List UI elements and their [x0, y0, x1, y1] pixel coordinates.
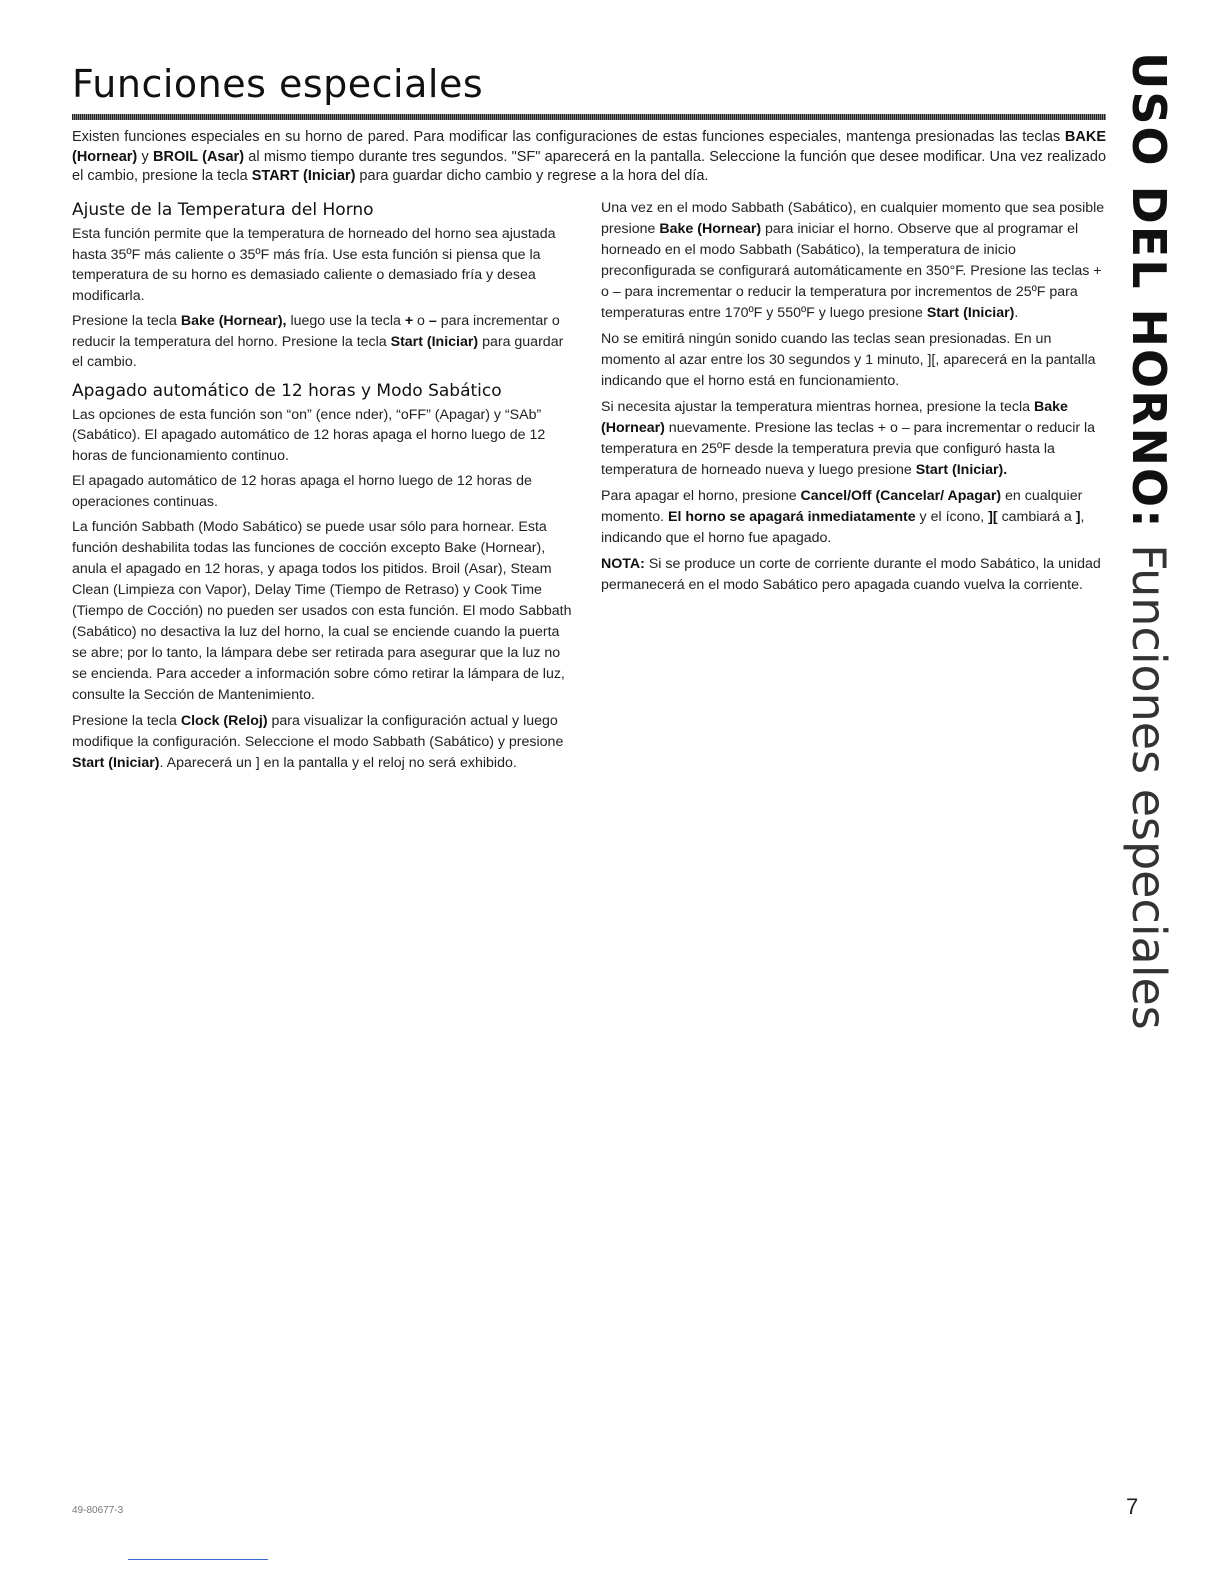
bold-term: NOTA: — [601, 556, 645, 572]
left-column — [72, 198, 577, 779]
bold-term: Cancel/Off (Cancelar/ Apagar) — [800, 488, 1002, 504]
section-heading-temperature: Ajuste de la Temperatura del Horno — [72, 200, 374, 220]
bold-term: El horno se apagará inmediatamente — [668, 509, 916, 525]
paragraph: Si necesita ajustar la temperatura mientras hornea, presione la tecla Bake (Hornear) nuevamente. Presione las teclas + o – para incrementar o reducir la temperatura en 25ºF desde la temperatura previa que configuró hasta la temperatura de horneado nueva y luego presione Start (Iniciar). — [601, 399, 1096, 478]
paragraph: Presione la tecla Bake (Hornear), luego use la tecla + o – para incrementar o reducir la temperatura del horno. Presione la tecla Start (Iniciar) para guardar el cambio. — [72, 313, 564, 370]
bold-term: Clock (Reloj) — [180, 713, 268, 729]
note-paragraph: NOTA: Si se produce un corte de corriente durante el modo Sabático, la unidad permanecerá en el modo Sabático pero apagada cuando vuelva la corriente. — [601, 556, 1101, 593]
bold-term: Start (Iniciar). — [915, 462, 1008, 478]
doc-number: 49-80677-3 — [72, 1505, 124, 1516]
bold-term: START (Iniciar) — [251, 168, 356, 184]
bold-term: Start (Iniciar) — [72, 755, 160, 771]
side-tab-text — [1122, 52, 1176, 1030]
paragraph: Para apagar el horno, presione Cancel/Off (Cancelar/ Apagar) en cualquier momento. El horno se apagará inmediatamente y el ícono, ][ cambiará a ], indicando que el horno fue apagado. — [601, 488, 1085, 546]
bold-term: BROIL (Asar) — [153, 148, 245, 165]
bold-term: – — [428, 313, 437, 329]
bold-term: Start (Iniciar) — [926, 305, 1015, 321]
right-column — [601, 198, 1106, 601]
paragraph: Una vez en el modo Sabbath (Sabático), en cualquier momento que sea posible presione Bake (Hornear) para iniciar el horno. Observe que al programar el horneado en el modo Sabbath (Sabático), la temperatura de inicio preconfigurada se configurará automáticamente en 350°F. Presione las teclas + o – para incrementar o reducir la temperatura por incrementos de 25ºF para temperaturas entre 170ºF y 550ºF y luego presione Start (Iniciar). — [601, 200, 1105, 321]
bold-term: BAKE (Hornear) — [72, 129, 1106, 165]
bold-term: Bake (Hornear), — [180, 313, 287, 329]
bold-term: Bake (Hornear) — [659, 221, 762, 237]
intro-paragraph: Existen funciones especiales en su horno de pared. Para modificar las configuraciones de estas funciones especiales, mantenga presionadas las teclas BAKE (Hornear) y BROIL (Asar) al mismo tiempo durante tres segundos. "SF" aparecerá en la pantalla. Seleccione la función que desee modificar. Una vez realizado el cambio, presione la tecla START (Iniciar) para guardar dicho cambio y regrese a la hora del día. — [72, 129, 1107, 184]
bottom-link-line — [128, 1559, 268, 1560]
paragraph: El apagado automático de 12 horas apaga el horno luego de 12 horas de operaciones continuas. — [72, 473, 532, 510]
section-heading-sabbath: Apagado automático de 12 horas y Modo Sabático — [72, 380, 502, 401]
side-tab — [1110, 52, 1190, 1030]
title-rule — [72, 114, 1106, 120]
paragraph: La función Sabbath (Modo Sabático) se puede usar sólo para hornear. Esta función deshabilita todas las funciones de cocción excepto Bake (Hornear), anula el apagado en 12 horas, y apaga todos los pitidos. Broil (Asar), Steam Clean (Limpieza con Vapor), Delay Time (Tiempo de Retraso) y Cook Time (Tiempo de Cocción) no pueden ser usados con esta función. El modo Sabbath (Sabático) no desactiva la luz del horno, la cual se enciende cuando la puerta se abre; por lo tanto, la lámpara debe ser retirada para asegurar que la luz no se encienda. Para acceder a información sobre cómo retirar la lámpara de luz, consulte la Sección de Mantenimiento. — [72, 519, 572, 703]
side-tab-section: USO DEL HORNO: — [1122, 52, 1176, 530]
page-title: Funciones especiales — [72, 62, 484, 106]
bold-term: ] — [1075, 509, 1081, 525]
bold-term: Bake (Hornear) — [601, 399, 1068, 436]
paragraph: Las opciones de esta función son “on” (ence nder), “oFF” (Apagar) y “SAb” (Sabático). El apagado automático de 12 horas apaga el horno luego de 12 horas de funcionamiento continuo. — [72, 406, 546, 464]
paragraph: Esta función permite que la temperatura de horneado del horno sea ajustada hasta 35ºF más caliente o 35ºF más fría. Use esta función si piensa que la temperatura de su horno es demasiado caliente o demasiado fría y desea modificarla. — [72, 226, 556, 304]
page-number: 7 — [1126, 1494, 1139, 1519]
paragraph: Presione la tecla Clock (Reloj) para visualizar la configuración actual y luego modifique la configuración. Seleccione el modo Sabbath (Sabático) y presione Start (Iniciar). Aparecerá un ] en la pantalla y el reloj no será exhibido. — [72, 713, 564, 771]
paragraph: No se emitirá ningún sonido cuando las teclas sean presionadas. En un momento al azar entre los 30 segundos y 1 minuto, ][, aparecerá en la pantalla indicando que el horno está en funcionamiento. — [601, 331, 1096, 389]
bold-term: + — [404, 313, 414, 329]
bold-term: ][ — [988, 509, 998, 525]
side-tab-subsection: Funciones especiales — [1122, 544, 1176, 1030]
bold-term: Start (Iniciar) — [390, 333, 479, 350]
